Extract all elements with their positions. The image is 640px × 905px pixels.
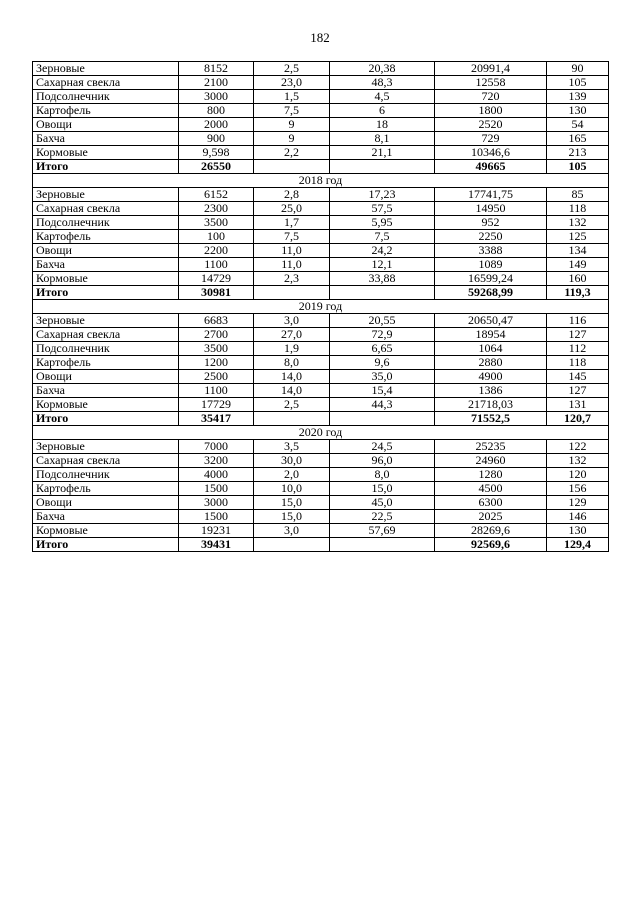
table-row xyxy=(33,398,609,412)
total-value-cell xyxy=(254,412,330,426)
value-cell: 2,3 xyxy=(254,272,330,286)
value-cell: 6,65 xyxy=(330,342,435,356)
table-row xyxy=(33,104,609,118)
year-header-row xyxy=(33,300,609,314)
value-cell: 17741,75 xyxy=(435,188,547,202)
total-value-cell: 39431 xyxy=(179,538,254,552)
value-cell: 10,0 xyxy=(254,482,330,496)
value-cell: 8,1 xyxy=(330,132,435,146)
value-cell: 120 xyxy=(547,468,609,482)
value-cell: 8152 xyxy=(179,62,254,76)
value-cell: 9 xyxy=(254,132,330,146)
total-value-cell: 59268,99 xyxy=(435,286,547,300)
total-label-cell: Итого xyxy=(33,160,179,174)
value-cell: 6 xyxy=(330,104,435,118)
value-cell: 3,0 xyxy=(254,524,330,538)
table-row xyxy=(33,272,609,286)
value-cell: 2500 xyxy=(179,370,254,384)
value-cell: 6300 xyxy=(435,496,547,510)
crop-name-cell: Бахча xyxy=(33,510,179,524)
total-row xyxy=(33,538,609,552)
total-row xyxy=(33,286,609,300)
value-cell: 2250 xyxy=(435,230,547,244)
total-value-cell: 35417 xyxy=(179,412,254,426)
table-row xyxy=(33,76,609,90)
value-cell: 2700 xyxy=(179,328,254,342)
value-cell: 27,0 xyxy=(254,328,330,342)
value-cell: 9,6 xyxy=(330,356,435,370)
value-cell: 20650,47 xyxy=(435,314,547,328)
total-row xyxy=(33,412,609,426)
value-cell: 1100 xyxy=(179,258,254,272)
value-cell: 12558 xyxy=(435,76,547,90)
crop-name-cell: Картофель xyxy=(33,482,179,496)
value-cell: 165 xyxy=(547,132,609,146)
crop-name-cell: Зерновые xyxy=(33,188,179,202)
table-row xyxy=(33,524,609,538)
value-cell: 7000 xyxy=(179,440,254,454)
value-cell: 85 xyxy=(547,188,609,202)
value-cell: 35,0 xyxy=(330,370,435,384)
value-cell: 2,0 xyxy=(254,468,330,482)
table-row xyxy=(33,356,609,370)
value-cell: 3000 xyxy=(179,496,254,510)
value-cell: 96,0 xyxy=(330,454,435,468)
value-cell: 12,1 xyxy=(330,258,435,272)
value-cell: 15,0 xyxy=(330,482,435,496)
value-cell: 100 xyxy=(179,230,254,244)
crop-name-cell: Картофель xyxy=(33,230,179,244)
value-cell: 2,2 xyxy=(254,146,330,160)
year-header-row xyxy=(33,174,609,188)
value-cell: 800 xyxy=(179,104,254,118)
table-row xyxy=(33,146,609,160)
table-body xyxy=(33,62,609,552)
value-cell: 33,88 xyxy=(330,272,435,286)
total-value-cell xyxy=(330,412,435,426)
value-cell: 7,5 xyxy=(254,230,330,244)
value-cell: 105 xyxy=(547,76,609,90)
value-cell: 118 xyxy=(547,202,609,216)
value-cell: 2025 xyxy=(435,510,547,524)
value-cell: 11,0 xyxy=(254,258,330,272)
value-cell: 2880 xyxy=(435,356,547,370)
value-cell: 3388 xyxy=(435,244,547,258)
crop-name-cell: Овощи xyxy=(33,244,179,258)
value-cell: 20,55 xyxy=(330,314,435,328)
crop-name-cell: Овощи xyxy=(33,370,179,384)
value-cell: 132 xyxy=(547,216,609,230)
total-row xyxy=(33,160,609,174)
value-cell: 20,38 xyxy=(330,62,435,76)
table-row xyxy=(33,90,609,104)
crop-name-cell: Зерновые xyxy=(33,314,179,328)
value-cell: 4900 xyxy=(435,370,547,384)
value-cell: 3200 xyxy=(179,454,254,468)
value-cell: 72,9 xyxy=(330,328,435,342)
value-cell: 122 xyxy=(547,440,609,454)
value-cell: 22,5 xyxy=(330,510,435,524)
table-row xyxy=(33,202,609,216)
value-cell: 20991,4 xyxy=(435,62,547,76)
value-cell: 1100 xyxy=(179,384,254,398)
page-number: 182 xyxy=(310,30,330,45)
crop-name-cell: Зерновые xyxy=(33,62,179,76)
crop-name-cell: Сахарная свекла xyxy=(33,454,179,468)
value-cell: 17729 xyxy=(179,398,254,412)
value-cell: 2100 xyxy=(179,76,254,90)
crop-name-cell: Кормовые xyxy=(33,272,179,286)
table-row xyxy=(33,132,609,146)
value-cell: 7,5 xyxy=(254,104,330,118)
value-cell: 4,5 xyxy=(330,90,435,104)
year-label: 2018 год xyxy=(33,174,609,188)
table-row xyxy=(33,482,609,496)
value-cell: 160 xyxy=(547,272,609,286)
crop-name-cell: Кормовые xyxy=(33,524,179,538)
value-cell: 3,5 xyxy=(254,440,330,454)
table-row xyxy=(33,188,609,202)
value-cell: 4000 xyxy=(179,468,254,482)
value-cell: 21,1 xyxy=(330,146,435,160)
crop-name-cell: Сахарная свекла xyxy=(33,76,179,90)
value-cell: 3500 xyxy=(179,216,254,230)
value-cell: 127 xyxy=(547,328,609,342)
value-cell: 130 xyxy=(547,104,609,118)
value-cell: 1386 xyxy=(435,384,547,398)
value-cell: 116 xyxy=(547,314,609,328)
crop-production-table xyxy=(32,61,609,552)
value-cell: 57,69 xyxy=(330,524,435,538)
value-cell: 125 xyxy=(547,230,609,244)
value-cell: 213 xyxy=(547,146,609,160)
total-value-cell xyxy=(254,286,330,300)
value-cell: 25235 xyxy=(435,440,547,454)
value-cell: 720 xyxy=(435,90,547,104)
value-cell: 1064 xyxy=(435,342,547,356)
value-cell: 130 xyxy=(547,524,609,538)
table-row xyxy=(33,118,609,132)
year-label: 2020 год xyxy=(33,426,609,440)
table-row xyxy=(33,468,609,482)
crop-name-cell: Подсолнечник xyxy=(33,342,179,356)
value-cell: 1089 xyxy=(435,258,547,272)
crop-name-cell: Подсолнечник xyxy=(33,468,179,482)
value-cell: 2,8 xyxy=(254,188,330,202)
value-cell: 132 xyxy=(547,454,609,468)
table-row xyxy=(33,370,609,384)
year-label: 2019 год xyxy=(33,300,609,314)
value-cell: 2,5 xyxy=(254,398,330,412)
crop-name-cell: Картофель xyxy=(33,356,179,370)
value-cell: 18 xyxy=(330,118,435,132)
value-cell: 3,0 xyxy=(254,314,330,328)
value-cell: 2520 xyxy=(435,118,547,132)
crop-name-cell: Кормовые xyxy=(33,146,179,160)
value-cell: 18954 xyxy=(435,328,547,342)
crop-name-cell: Бахча xyxy=(33,258,179,272)
total-value-cell xyxy=(330,286,435,300)
value-cell: 21718,03 xyxy=(435,398,547,412)
crop-name-cell: Сахарная свекла xyxy=(33,328,179,342)
value-cell: 9,598 xyxy=(179,146,254,160)
value-cell: 16599,24 xyxy=(435,272,547,286)
value-cell: 6152 xyxy=(179,188,254,202)
value-cell: 11,0 xyxy=(254,244,330,258)
table-row xyxy=(33,230,609,244)
total-value-cell: 129,4 xyxy=(547,538,609,552)
crop-name-cell: Подсолнечник xyxy=(33,90,179,104)
table-row xyxy=(33,342,609,356)
value-cell: 90 xyxy=(547,62,609,76)
crop-name-cell: Овощи xyxy=(33,118,179,132)
total-label-cell: Итого xyxy=(33,412,179,426)
value-cell: 1500 xyxy=(179,482,254,496)
value-cell: 44,3 xyxy=(330,398,435,412)
table-row xyxy=(33,496,609,510)
value-cell: 57,5 xyxy=(330,202,435,216)
value-cell: 7,5 xyxy=(330,230,435,244)
value-cell: 15,0 xyxy=(254,510,330,524)
value-cell: 14729 xyxy=(179,272,254,286)
value-cell: 8,0 xyxy=(254,356,330,370)
value-cell: 134 xyxy=(547,244,609,258)
value-cell: 10346,6 xyxy=(435,146,547,160)
table-row xyxy=(33,216,609,230)
table-row xyxy=(33,258,609,272)
value-cell: 15,4 xyxy=(330,384,435,398)
total-value-cell: 30981 xyxy=(179,286,254,300)
total-label-cell: Итого xyxy=(33,538,179,552)
crop-name-cell: Зерновые xyxy=(33,440,179,454)
value-cell: 1500 xyxy=(179,510,254,524)
value-cell: 3500 xyxy=(179,342,254,356)
value-cell: 156 xyxy=(547,482,609,496)
total-value-cell xyxy=(254,538,330,552)
value-cell: 14,0 xyxy=(254,370,330,384)
crop-name-cell: Бахча xyxy=(33,132,179,146)
total-value-cell: 105 xyxy=(547,160,609,174)
value-cell: 2,5 xyxy=(254,62,330,76)
value-cell: 23,0 xyxy=(254,76,330,90)
table-row xyxy=(33,244,609,258)
value-cell: 1800 xyxy=(435,104,547,118)
table-row xyxy=(33,384,609,398)
value-cell: 129 xyxy=(547,496,609,510)
value-cell: 30,0 xyxy=(254,454,330,468)
total-value-cell xyxy=(330,160,435,174)
total-value-cell: 119,3 xyxy=(547,286,609,300)
value-cell: 1280 xyxy=(435,468,547,482)
value-cell: 24,2 xyxy=(330,244,435,258)
value-cell: 1,9 xyxy=(254,342,330,356)
value-cell: 28269,6 xyxy=(435,524,547,538)
table-row xyxy=(33,440,609,454)
value-cell: 2200 xyxy=(179,244,254,258)
crop-name-cell: Бахча xyxy=(33,384,179,398)
total-value-cell xyxy=(330,538,435,552)
value-cell: 14,0 xyxy=(254,384,330,398)
value-cell: 45,0 xyxy=(330,496,435,510)
crop-name-cell: Кормовые xyxy=(33,398,179,412)
value-cell: 1,5 xyxy=(254,90,330,104)
value-cell: 3000 xyxy=(179,90,254,104)
value-cell: 48,3 xyxy=(330,76,435,90)
value-cell: 146 xyxy=(547,510,609,524)
value-cell: 54 xyxy=(547,118,609,132)
total-value-cell: 120,7 xyxy=(547,412,609,426)
value-cell: 24,5 xyxy=(330,440,435,454)
value-cell: 5,95 xyxy=(330,216,435,230)
total-label-cell: Итого xyxy=(33,286,179,300)
value-cell: 900 xyxy=(179,132,254,146)
year-header-row xyxy=(33,426,609,440)
value-cell: 131 xyxy=(547,398,609,412)
total-value-cell: 92569,6 xyxy=(435,538,547,552)
value-cell: 729 xyxy=(435,132,547,146)
value-cell: 9 xyxy=(254,118,330,132)
value-cell: 127 xyxy=(547,384,609,398)
value-cell: 139 xyxy=(547,90,609,104)
value-cell: 145 xyxy=(547,370,609,384)
total-value-cell: 26550 xyxy=(179,160,254,174)
value-cell: 15,0 xyxy=(254,496,330,510)
crop-name-cell: Подсолнечник xyxy=(33,216,179,230)
table-row xyxy=(33,510,609,524)
table-row xyxy=(33,62,609,76)
value-cell: 19231 xyxy=(179,524,254,538)
value-cell: 4500 xyxy=(435,482,547,496)
value-cell: 952 xyxy=(435,216,547,230)
crop-name-cell: Сахарная свекла xyxy=(33,202,179,216)
value-cell: 2000 xyxy=(179,118,254,132)
total-value-cell: 71552,5 xyxy=(435,412,547,426)
total-value-cell xyxy=(254,160,330,174)
table-row xyxy=(33,314,609,328)
value-cell: 24960 xyxy=(435,454,547,468)
table-row xyxy=(33,328,609,342)
value-cell: 112 xyxy=(547,342,609,356)
table-row xyxy=(33,454,609,468)
value-cell: 149 xyxy=(547,258,609,272)
value-cell: 25,0 xyxy=(254,202,330,216)
crop-name-cell: Овощи xyxy=(33,496,179,510)
total-value-cell: 49665 xyxy=(435,160,547,174)
value-cell: 118 xyxy=(547,356,609,370)
value-cell: 8,0 xyxy=(330,468,435,482)
value-cell: 6683 xyxy=(179,314,254,328)
value-cell: 14950 xyxy=(435,202,547,216)
value-cell: 17,23 xyxy=(330,188,435,202)
value-cell: 2300 xyxy=(179,202,254,216)
value-cell: 1200 xyxy=(179,356,254,370)
value-cell: 1,7 xyxy=(254,216,330,230)
crop-name-cell: Картофель xyxy=(33,104,179,118)
